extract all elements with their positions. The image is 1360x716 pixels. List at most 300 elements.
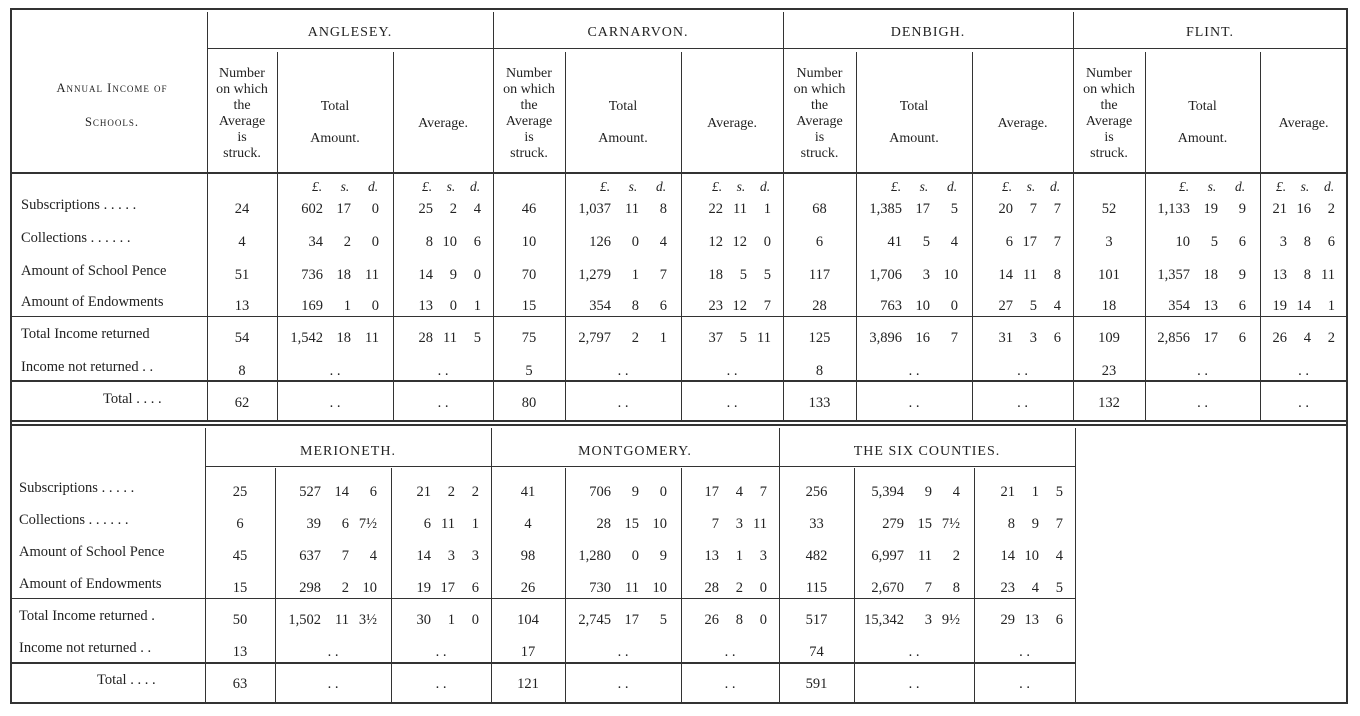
number-header-text: on which <box>503 82 555 97</box>
money-cell <box>709 299 772 314</box>
unit-label: £. <box>1178 179 1190 194</box>
pounds-value: 21 <box>1000 484 1015 500</box>
empty-cell: . . <box>437 363 449 379</box>
pounds-value: 29 <box>1000 612 1015 628</box>
money-cell <box>578 331 667 346</box>
pounds-value: 6 <box>1005 234 1013 250</box>
pounds-value: 8 <box>425 234 433 250</box>
county-separator <box>491 428 492 702</box>
unit-label: s. <box>736 179 746 194</box>
pounds-value: 279 <box>882 516 904 532</box>
unit-label: d. <box>367 179 379 194</box>
pounds-value: 354 <box>1168 298 1190 314</box>
county-name: THE SIX COUNTIES. <box>853 444 1001 459</box>
row-label: Amount of Endowments <box>19 576 162 592</box>
shillings-value: 5 <box>739 267 747 283</box>
money-cell <box>1273 331 1336 346</box>
pence-value: 5 <box>1055 580 1063 596</box>
shillings-value: 11 <box>918 548 932 564</box>
pence-value: 1 <box>471 516 479 532</box>
county-separator <box>783 12 784 420</box>
number-cell: 109 <box>1098 330 1120 346</box>
pence-value: 0 <box>371 234 379 250</box>
money-cell <box>309 235 380 250</box>
pounds-value: 706 <box>589 484 611 500</box>
row-label: Collections . . . . . . <box>21 230 131 246</box>
shillings-value: 0 <box>631 548 639 564</box>
pounds-value: 3,896 <box>869 330 902 346</box>
pounds-value: 169 <box>301 298 323 314</box>
pounds-value: 527 <box>299 484 321 500</box>
money-cell <box>419 331 482 346</box>
header-bottom-rule <box>12 172 1347 174</box>
total-header-text: Amount. <box>598 131 648 146</box>
number-cell: 591 <box>805 676 828 692</box>
pounds-value: 1,133 <box>1157 201 1190 217</box>
empty-cell: . . <box>1197 363 1208 379</box>
number-cell: 8 <box>815 363 824 379</box>
number-header-text: on which <box>216 82 268 97</box>
number-cell: 115 <box>805 580 828 596</box>
money-cell <box>589 581 667 596</box>
number-cell: 8 <box>238 363 246 379</box>
pence-value: 3 <box>471 548 479 564</box>
money-cell <box>1280 235 1335 250</box>
row-label: Income not returned . . <box>19 640 152 656</box>
pounds-value: 13 <box>1272 267 1287 283</box>
money-cell <box>589 485 667 500</box>
empty-cell: . . <box>327 676 339 692</box>
pounds-value: 298 <box>299 580 321 596</box>
shillings-value: 1 <box>1031 484 1039 500</box>
row-label: Amount of School Pence <box>19 544 165 560</box>
number-cell: 25 <box>232 484 248 500</box>
number-cell: 125 <box>808 330 831 346</box>
number-cell: 101 <box>1098 267 1120 283</box>
money-cell <box>419 202 482 217</box>
pounds-value: 1,385 <box>869 201 902 217</box>
unit-label: £. <box>1001 179 1013 194</box>
shillings-value: 2 <box>343 234 351 250</box>
total-column-rule <box>393 52 394 420</box>
number-header-text: is <box>524 130 534 145</box>
shillings-value: 2 <box>631 330 639 346</box>
pounds-value: 23 <box>708 298 723 314</box>
shillings-value: 10 <box>915 298 930 314</box>
row-label: Total . . . . <box>97 672 156 688</box>
number-column-rule <box>1145 52 1146 420</box>
money-cell <box>301 268 379 283</box>
row-header-line2: Schools. <box>84 115 140 129</box>
shillings-value: 7 <box>341 548 349 564</box>
county-separator <box>207 12 208 420</box>
pence-value: 5 <box>950 201 958 217</box>
shillings-value: 3 <box>447 548 455 564</box>
unit-label: £. <box>890 179 902 194</box>
shillings-value: 3 <box>1029 330 1037 346</box>
pounds-value: 126 <box>589 234 611 250</box>
shillings-value: 7 <box>924 580 932 596</box>
shillings-value: 0 <box>631 234 639 250</box>
shillings-value: 18 <box>336 267 351 283</box>
empty-cell: . . <box>1017 395 1028 411</box>
number-cell: 13 <box>232 644 248 660</box>
row-label: Subscriptions . . . . . <box>21 197 137 213</box>
pounds-value: 12 <box>708 234 723 250</box>
empty-cell: . . <box>617 363 629 379</box>
unit-label: £. <box>311 179 323 194</box>
shillings-value: 4 <box>1031 580 1039 596</box>
shillings-value: 0 <box>449 298 457 314</box>
shillings-value: 17 <box>336 201 351 217</box>
pence-value: 0 <box>763 234 771 250</box>
pence-value: 4 <box>473 201 481 217</box>
pence-value: 7 <box>1055 516 1063 532</box>
money-cell <box>709 235 772 250</box>
unit-label: d. <box>946 179 958 194</box>
pence-value: 2 <box>1327 201 1335 217</box>
pence-value: 9 <box>659 548 667 564</box>
row-label: Total Income returned <box>21 326 150 342</box>
section-divider <box>12 420 1347 422</box>
pence-value: 9 <box>1238 267 1246 283</box>
number-cell: 33 <box>809 516 824 532</box>
number-header-text: on which <box>1083 82 1135 97</box>
money-cell <box>999 299 1062 314</box>
bottom-table-right-edge <box>1075 428 1076 702</box>
pence-value: 6 <box>1053 330 1061 346</box>
money-cell <box>1001 613 1064 628</box>
pounds-value: 637 <box>299 548 321 564</box>
pounds-value: 6,997 <box>871 548 904 564</box>
shillings-value: 11 <box>625 580 639 596</box>
total-header-text: Total <box>1188 99 1217 114</box>
money-cell <box>999 331 1062 346</box>
county-name: DENBIGH. <box>890 25 966 40</box>
total-header-text: Total <box>899 99 929 114</box>
pence-value: 4 <box>1053 298 1061 314</box>
number-cell: 45 <box>232 548 248 564</box>
money-cell <box>1168 299 1246 314</box>
pounds-value: 1,357 <box>1157 267 1190 283</box>
money-cell <box>1006 235 1061 250</box>
unit-label: d. <box>759 179 771 194</box>
county-name: CARNARVON. <box>587 25 689 40</box>
number-cell: 18 <box>1101 298 1117 314</box>
average-header-text: Average. <box>997 116 1048 131</box>
money-cell <box>705 485 768 500</box>
number-cell: 15 <box>521 298 537 314</box>
empty-cell: . . <box>908 363 920 379</box>
pounds-value: 1,542 <box>290 330 323 346</box>
pence-value: 2 <box>952 548 960 564</box>
pounds-value: 8 <box>1007 516 1015 532</box>
empty-cell: . . <box>617 644 629 660</box>
number-cell: 17 <box>520 644 536 660</box>
pence-value: 8 <box>952 580 960 596</box>
money-cell <box>999 202 1062 217</box>
pounds-value: 2,745 <box>578 612 611 628</box>
shillings-value: 16 <box>915 330 930 346</box>
pence-value: 6 <box>369 484 377 500</box>
pounds-value: 26 <box>1272 330 1287 346</box>
pence-value: 10 <box>652 580 667 596</box>
money-cell <box>1273 268 1336 283</box>
number-cell: 517 <box>805 612 828 628</box>
pounds-value: 730 <box>589 580 611 596</box>
unit-label: s. <box>1207 179 1217 194</box>
pence-value: 7 <box>1053 201 1061 217</box>
pence-value: 6 <box>1238 298 1246 314</box>
money-cell <box>1273 202 1336 217</box>
shillings-value: 2 <box>735 580 743 596</box>
shillings-value: 8 <box>735 612 743 628</box>
shillings-value: 14 <box>1296 298 1311 314</box>
pounds-value: 28 <box>704 580 719 596</box>
money-cell <box>1001 485 1064 500</box>
shillings-value: 18 <box>1203 267 1218 283</box>
money-cell <box>288 613 377 628</box>
pence-value: 0 <box>471 612 479 628</box>
money-cell <box>417 613 480 628</box>
pounds-value: 1,502 <box>288 612 321 628</box>
shillings-value: 9 <box>449 267 457 283</box>
total-header-text: Amount. <box>1177 131 1228 146</box>
pounds-value: 7 <box>711 516 719 532</box>
pence-value: 7½ <box>358 516 377 532</box>
number-cell: 482 <box>805 548 828 564</box>
money-cell <box>871 549 960 564</box>
money-cell <box>1157 331 1246 346</box>
money-cell <box>578 613 667 628</box>
shillings-value: 14 <box>334 484 349 500</box>
pounds-value: 26 <box>704 612 719 628</box>
pence-value: 4 <box>659 234 667 250</box>
number-cell: 24 <box>234 201 250 217</box>
number-cell: 51 <box>234 267 250 283</box>
empty-cell: . . <box>724 644 736 660</box>
money-cell <box>871 485 960 500</box>
number-column-rule <box>565 52 566 420</box>
number-cell: 68 <box>812 201 827 217</box>
total-rule-bottom <box>12 662 1075 664</box>
money-cell <box>869 268 958 283</box>
pence-value: 1 <box>659 330 667 346</box>
pounds-value: 6 <box>423 516 431 532</box>
shillings-value: 10 <box>442 234 457 250</box>
money-cell <box>869 202 958 217</box>
shillings-value: 12 <box>732 298 747 314</box>
row-label: Total Income returned . <box>19 608 155 624</box>
number-header-text: Number <box>219 66 265 81</box>
row-label: Amount of Endowments <box>21 294 164 310</box>
money-cell <box>882 517 960 532</box>
shillings-value: 16 <box>1296 201 1311 217</box>
pounds-value: 1,037 <box>578 201 611 217</box>
number-column-rule <box>854 468 855 702</box>
number-header-text: Average <box>796 114 843 129</box>
number-cell: 54 <box>234 330 250 346</box>
pence-value: 0 <box>473 267 481 283</box>
number-cell: 26 <box>520 580 536 596</box>
pence-value: 3 <box>759 548 767 564</box>
empty-cell: . . <box>327 644 339 660</box>
shillings-value: 1 <box>447 612 455 628</box>
number-header-text: the <box>1100 98 1118 113</box>
money-cell <box>578 202 667 217</box>
unit-label: d. <box>655 179 667 194</box>
number-cell: 133 <box>808 395 831 411</box>
pounds-value: 37 <box>708 330 723 346</box>
section-divider-2 <box>12 424 1347 426</box>
total-column-rule <box>391 468 392 702</box>
pounds-value: 1,280 <box>578 548 611 564</box>
money-cell <box>307 517 378 532</box>
empty-cell: . . <box>1298 395 1309 411</box>
number-header-text: Number <box>506 66 552 81</box>
money-cell <box>1273 299 1336 314</box>
unit-label: £. <box>421 179 433 194</box>
pounds-value: 19 <box>1272 298 1287 314</box>
pence-value: 10 <box>652 516 667 532</box>
shillings-value: 13 <box>1203 298 1218 314</box>
row-label: Amount of School Pence <box>21 263 167 279</box>
number-cell: 256 <box>805 484 828 500</box>
money-cell <box>880 299 958 314</box>
money-cell <box>1001 581 1064 596</box>
shillings-value: 9 <box>1031 516 1039 532</box>
pence-value: 7½ <box>941 516 960 532</box>
shillings-value: 1 <box>343 298 351 314</box>
pence-value: 7 <box>950 330 958 346</box>
row-label: Collections . . . . . . <box>19 512 129 528</box>
number-cell: 6 <box>236 516 244 532</box>
number-header-text: the <box>520 98 538 113</box>
number-cell: 70 <box>521 267 537 283</box>
money-cell <box>417 581 480 596</box>
money-cell <box>709 202 772 217</box>
unit-label: s. <box>340 179 350 194</box>
money-cell <box>424 517 479 532</box>
number-cell: 23 <box>1101 363 1117 379</box>
shillings-value: 2 <box>449 201 457 217</box>
unit-label: d. <box>469 179 481 194</box>
shillings-value: 8 <box>1303 234 1311 250</box>
unit-label: s. <box>1026 179 1036 194</box>
pence-value: 6 <box>471 580 479 596</box>
pence-value: 11 <box>1321 267 1335 283</box>
money-cell <box>290 331 379 346</box>
number-header-text: struck. <box>510 146 548 161</box>
shillings-value: 15 <box>917 516 932 532</box>
pence-value: 5 <box>659 612 667 628</box>
unit-label: £. <box>711 179 723 194</box>
pence-value: 5 <box>763 267 771 283</box>
money-cell <box>871 581 960 596</box>
shillings-value: 4 <box>735 484 743 500</box>
empty-cell: . . <box>1019 676 1030 692</box>
money-cell <box>589 299 667 314</box>
pence-value: 0 <box>950 298 958 314</box>
money-cell <box>712 517 767 532</box>
pence-value: 2 <box>471 484 479 500</box>
number-header-text: struck. <box>800 146 839 161</box>
table-frame <box>10 8 1348 704</box>
number-cell: 104 <box>517 612 539 628</box>
pence-value: 1 <box>763 201 771 217</box>
shillings-value: 12 <box>732 234 747 250</box>
number-column-rule <box>565 468 566 702</box>
pounds-value: 17 <box>704 484 719 500</box>
unit-label: s. <box>446 179 456 194</box>
number-cell: 28 <box>812 298 827 314</box>
row-label: Subscriptions . . . . . <box>19 480 135 496</box>
pence-value: 6 <box>1238 234 1246 250</box>
money-cell <box>301 202 379 217</box>
number-header-text: the <box>233 98 251 113</box>
county-name: MERIONETH. <box>300 444 396 459</box>
number-header-text: Number <box>1086 66 1132 81</box>
shillings-value: 2 <box>447 484 455 500</box>
pounds-value: 2,856 <box>1157 330 1190 346</box>
pence-value: 7 <box>759 484 767 500</box>
shillings-value: 5 <box>922 234 930 250</box>
unit-label: d. <box>1234 179 1246 194</box>
number-cell: 80 <box>521 395 537 411</box>
shillings-value: 13 <box>1024 612 1039 628</box>
average-header-text: Average. <box>418 116 468 131</box>
empty-cell: . . <box>435 676 447 692</box>
pounds-value: 1,279 <box>578 267 611 283</box>
unit-label: £. <box>1275 179 1287 194</box>
shillings-value: 3 <box>735 516 743 532</box>
shillings-value: 5 <box>1210 234 1218 250</box>
pounds-value: 19 <box>416 580 431 596</box>
number-cell: 62 <box>234 395 250 411</box>
money-cell <box>597 517 668 532</box>
pence-value: 9½ <box>941 612 960 628</box>
money-cell <box>299 549 377 564</box>
number-cell: 63 <box>232 676 248 692</box>
county-separator <box>493 12 494 420</box>
unit-label: s. <box>628 179 638 194</box>
empty-cell: . . <box>724 676 736 692</box>
county-name: ANGLESEY. <box>307 25 393 40</box>
pounds-value: 14 <box>998 267 1013 283</box>
pounds-value: 34 <box>308 234 323 250</box>
empty-cell: . . <box>908 395 920 411</box>
shillings-value: 9 <box>924 484 932 500</box>
pence-value: 10 <box>362 580 377 596</box>
total-header-text: Total <box>608 99 638 114</box>
pounds-value: 21 <box>416 484 431 500</box>
pounds-value: 13 <box>704 548 719 564</box>
total-column-rule <box>681 52 682 420</box>
number-cell: 75 <box>521 330 537 346</box>
pounds-value: 3 <box>1279 234 1287 250</box>
pence-value: 9 <box>1238 201 1246 217</box>
shillings-value: 19 <box>1203 201 1218 217</box>
number-header-text: is <box>237 130 247 145</box>
number-cell: 52 <box>1101 201 1117 217</box>
pounds-value: 5,394 <box>871 484 904 500</box>
shillings-value: 11 <box>625 201 639 217</box>
total-column-rule <box>974 468 975 702</box>
number-header-text: is <box>1104 130 1114 145</box>
shillings-value: 11 <box>733 201 747 217</box>
shillings-value: 17 <box>915 201 930 217</box>
shillings-value: 2 <box>341 580 349 596</box>
